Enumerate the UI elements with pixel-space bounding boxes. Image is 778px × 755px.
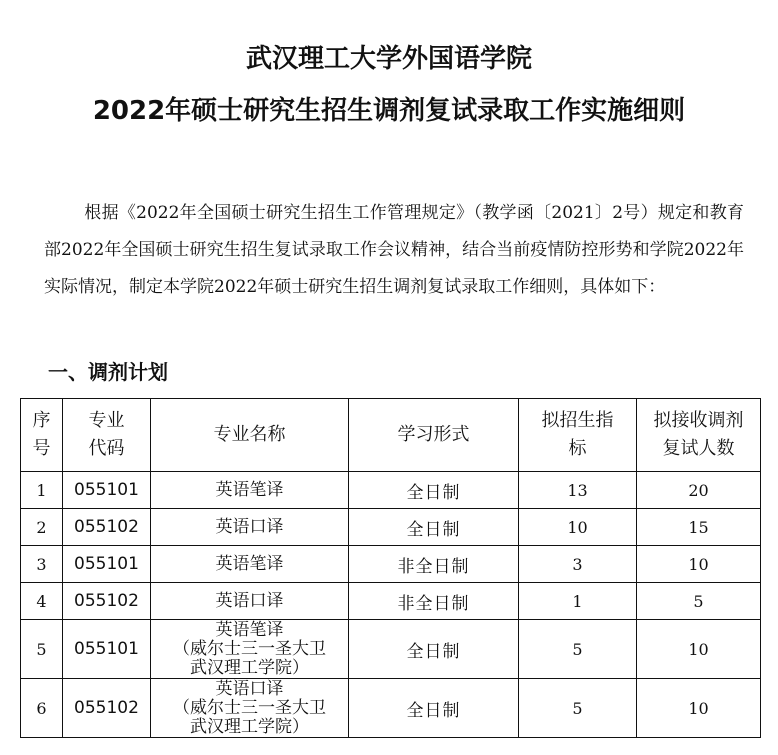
cell-code: 055102 bbox=[63, 583, 151, 620]
cell-name bbox=[151, 679, 349, 738]
cell-seq: 5 bbox=[21, 620, 63, 679]
cell-code: 055101 bbox=[63, 546, 151, 583]
cell-name-main: 英语笔译 bbox=[215, 619, 284, 640]
header-quota: 拟招生指 标 bbox=[519, 399, 637, 472]
cell-mode: 非全日制 bbox=[349, 546, 519, 583]
cell-seq: 2 bbox=[21, 509, 63, 546]
cell-name: 英语笔译 bbox=[151, 472, 349, 509]
cell-name bbox=[151, 620, 349, 679]
cell-retest: 10 bbox=[637, 546, 761, 583]
table-row bbox=[21, 546, 761, 583]
cell-seq: 3 bbox=[21, 546, 63, 583]
cell-name-sub1: （威尔士三一圣大卫 bbox=[173, 638, 326, 659]
cell-name-sub2: 武汉理工学院） bbox=[190, 657, 309, 678]
intro-text: 根据《2022年全国硕士研究生招生工作管理规定》（教学函〔2021〕2号）规定和教育部2022年全国硕士研究生招生复试录取工作会议精神，结合当前疫情防控形势和学院2022年实际情况，制定本学院2022年硕士研究生招生调剂复试录取工作细则，具体如下： bbox=[44, 203, 744, 297]
cell-mode: 全日制 bbox=[349, 620, 519, 679]
table-header-row bbox=[21, 399, 761, 472]
header-retest: 拟接收调剂 复试人数 bbox=[637, 399, 761, 472]
cell-retest: 10 bbox=[637, 679, 761, 738]
cell-retest: 15 bbox=[637, 509, 761, 546]
table-row bbox=[21, 679, 761, 738]
header-code: 专业 代码 bbox=[63, 399, 151, 472]
cell-mode: 全日制 bbox=[349, 472, 519, 509]
cell-code: 055102 bbox=[63, 679, 151, 738]
cell-quota: 5 bbox=[519, 620, 637, 679]
cell-retest: 10 bbox=[637, 620, 761, 679]
cell-retest: 20 bbox=[637, 472, 761, 509]
document-title: 武汉理工大学外国语学院 bbox=[245, 44, 532, 74]
cell-quota: 13 bbox=[519, 472, 637, 509]
header-seq: 序 号 bbox=[21, 399, 63, 472]
section-heading: 一、调剂计划 bbox=[48, 360, 168, 384]
header-mode: 学习形式 bbox=[349, 399, 519, 472]
cell-quota: 10 bbox=[519, 509, 637, 546]
table-row bbox=[21, 509, 761, 546]
cell-seq: 1 bbox=[21, 472, 63, 509]
cell-name: 英语口译 bbox=[151, 509, 349, 546]
cell-quota: 1 bbox=[519, 583, 637, 620]
cell-quota: 5 bbox=[519, 679, 637, 738]
cell-seq: 6 bbox=[21, 679, 63, 738]
cell-code: 055102 bbox=[63, 509, 151, 546]
cell-name-sub2: 武汉理工学院） bbox=[190, 716, 309, 737]
cell-mode: 非全日制 bbox=[349, 583, 519, 620]
table-row bbox=[21, 583, 761, 620]
cell-name-sub1: （威尔士三一圣大卫 bbox=[173, 697, 326, 718]
adjustment-plan-table bbox=[20, 398, 761, 738]
cell-quota: 3 bbox=[519, 546, 637, 583]
cell-mode: 全日制 bbox=[349, 509, 519, 546]
cell-code: 055101 bbox=[63, 472, 151, 509]
cell-retest: 5 bbox=[637, 583, 761, 620]
cell-seq: 4 bbox=[21, 583, 63, 620]
cell-name: 英语笔译 bbox=[151, 546, 349, 583]
cell-name: 英语口译 bbox=[151, 583, 349, 620]
table-row bbox=[21, 472, 761, 509]
intro-paragraph bbox=[44, 195, 744, 306]
document-subtitle: 2022年硕士研究生招生调剂复试录取工作实施细则 bbox=[92, 96, 686, 126]
cell-name-main: 英语口译 bbox=[215, 678, 284, 699]
cell-mode: 全日制 bbox=[349, 679, 519, 738]
table-row bbox=[21, 620, 761, 679]
cell-code: 055101 bbox=[63, 620, 151, 679]
header-name: 专业名称 bbox=[151, 399, 349, 472]
